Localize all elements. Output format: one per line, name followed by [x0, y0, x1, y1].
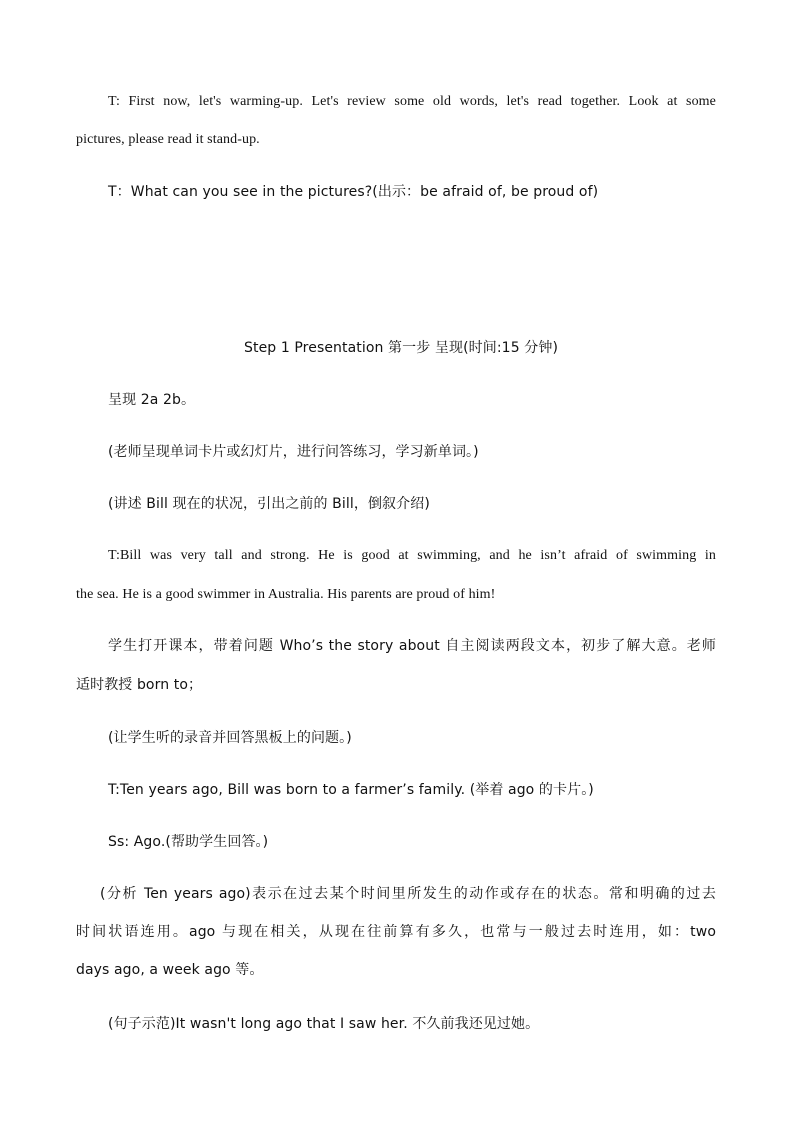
- ten-years-ago-paragraph: T:Ten years ago, Bill was born to a farmer’s family. (举着 ago 的卡片。): [108, 782, 594, 798]
- students-open-book-line-1: 学生打开课本，带着问题 Who’s the story about 自主阅读两段文本，初步了解大意。老师: [108, 638, 716, 654]
- teacher-cards-paragraph: (老师呈现单词卡片或幻灯片，进行问答练习，学习新单词。): [108, 444, 479, 460]
- bill-paragraph-line-2: the sea. He is a good swimmer in Australia. His parents are proud of him!: [76, 587, 496, 602]
- step-heading: Step 1 Presentation 第一步 呈现(时间:15 分钟): [244, 340, 559, 356]
- bill-paragraph-line-1: T:Bill was very tall and strong. He is good at swimming, and he isn’t afraid of swimming in: [108, 548, 716, 563]
- listen-recording-paragraph: (让学生听的录音并回答黑板上的问题。): [108, 730, 352, 746]
- example-sentence-paragraph: (句子示范)It wasn't long ago that I saw her. 不久前我还见过她。: [108, 1016, 540, 1032]
- warmup-paragraph-line-1: T: First now, let's warming-up. Let's review some old words, let's read together. Look at some: [108, 94, 716, 109]
- analysis-paragraph-line-3: days ago, a week ago 等。: [76, 962, 264, 978]
- present-2a-2b-paragraph: 呈现 2a 2b。: [108, 392, 196, 408]
- analysis-paragraph-line-2: 时间状语连用。ago 与现在相关，从现在往前算有多久，也常与一般过去时连用，如：two: [76, 924, 716, 940]
- students-open-book-line-2: 适时教授 born to；: [76, 677, 203, 693]
- warmup-paragraph-line-2: pictures, please read it stand-up.: [76, 132, 260, 147]
- question-paragraph: T：What can you see in the pictures?(出示：be afraid of, be proud of): [108, 184, 599, 200]
- analysis-paragraph-line-1: (分析 Ten years ago)表示在过去某个时间里所发生的动作或存在的状态。常和明确的过去: [100, 886, 716, 902]
- narrate-bill-paragraph: (讲述 Bill 现在的状况，引出之前的 Bill，倒叙介绍): [108, 496, 430, 512]
- students-answer-paragraph: Ss: Ago.(帮助学生回答。): [108, 834, 269, 850]
